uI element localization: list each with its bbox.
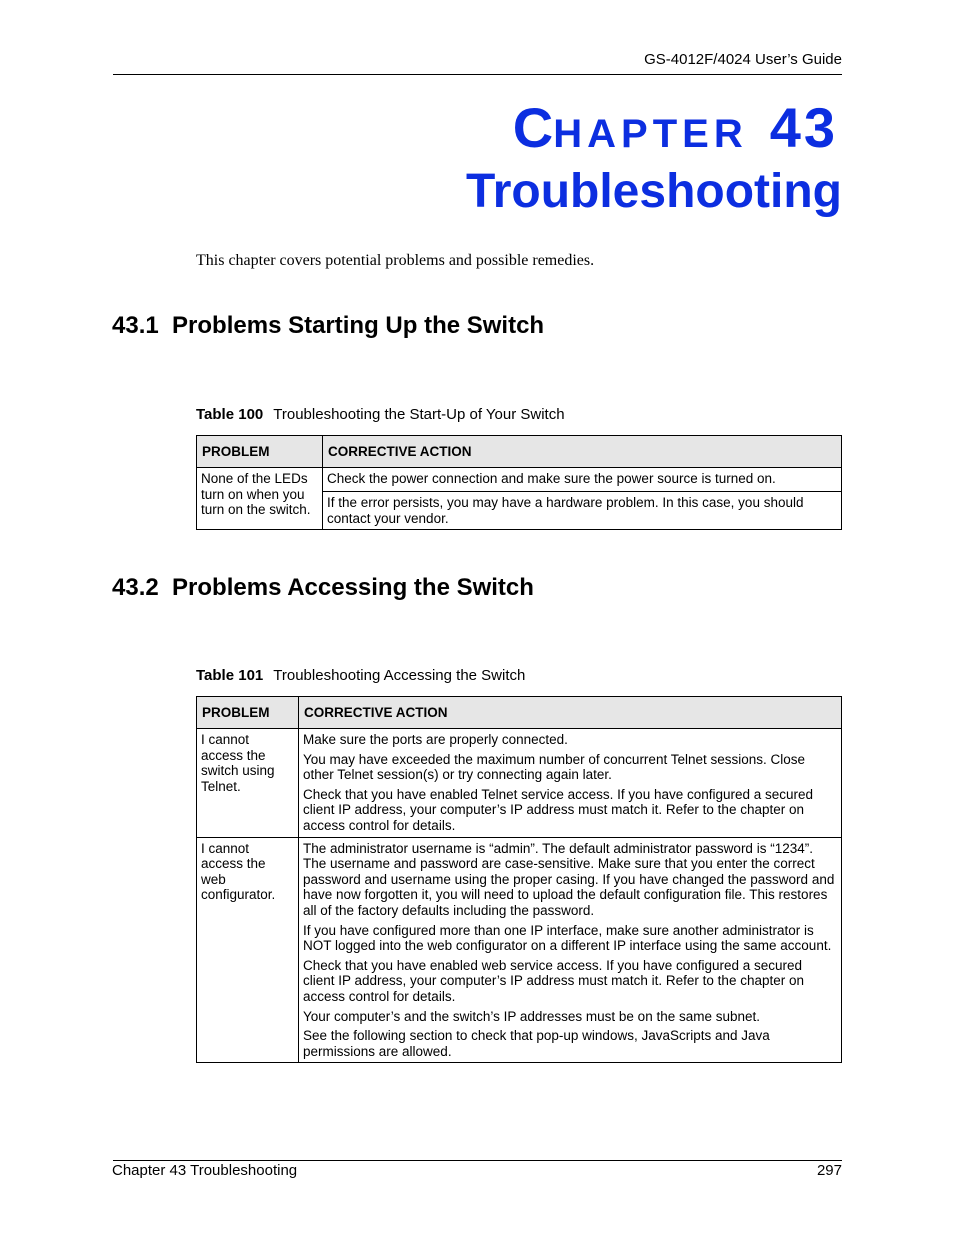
action-paragraph: If you have configured more than one IP interface, make sure another administrator is NOT logged into the web configurator on a different IP interface using the same account. xyxy=(303,922,832,954)
table-100-caption xyxy=(196,406,565,423)
footer-rule xyxy=(113,1160,842,1161)
header-rule xyxy=(113,74,842,75)
table-100-label: Table 100 xyxy=(196,406,264,423)
action-paragraph: See the following section to check that pop-up windows, JavaScripts and Java permissions are allowed. xyxy=(303,1028,770,1059)
table-header-row xyxy=(197,436,842,468)
chapter-number: 43 xyxy=(769,96,838,159)
action-paragraph: Your computer’s and the switch’s IP addresses must be on the same subnet. xyxy=(303,1008,761,1024)
table-row xyxy=(197,729,842,838)
action-paragraph: Check that you have enabled web service access. If you have configured a secured client IP address, your computer’s IP address must match it. Refer to the chapter on access control for details. xyxy=(303,957,804,1004)
table-101-caption xyxy=(196,667,525,684)
action-cell: Check the power connection and make sure the power source is turned on. xyxy=(323,468,842,492)
table-header-row xyxy=(197,697,842,729)
table-100 xyxy=(196,435,842,530)
action-cell: If the error persists, you may have a hardware problem. In this case, you should contact your vendor. xyxy=(323,492,842,530)
table-100-caption-text: Troubleshooting the Start-Up of Your Switch xyxy=(273,406,565,423)
table-101-caption-text: Troubleshooting Accessing the Switch xyxy=(273,667,526,684)
footer-page-number: 297 xyxy=(816,1162,842,1179)
table-row xyxy=(197,837,842,1063)
action-cell xyxy=(299,837,842,1063)
section-heading-43-2: 43.2 Problems Accessing the Switch xyxy=(112,574,534,601)
action-cell xyxy=(299,729,842,838)
footer-chapter-title: Chapter 43 Troubleshooting xyxy=(112,1162,298,1179)
table-101 xyxy=(196,696,842,1063)
header-guide-title: GS-4012F/4024 User’s Guide xyxy=(644,51,842,68)
column-header-problem: PROBLEM xyxy=(197,697,299,729)
column-header-corrective-action: CORRECTIVE ACTION xyxy=(299,697,842,729)
table-101-label: Table 101 xyxy=(196,667,264,684)
column-header-problem: PROBLEM xyxy=(197,436,323,468)
chapter-title: Troubleshooting xyxy=(466,165,842,218)
table-row xyxy=(197,468,842,492)
section-heading-43-1: 43.1 Problems Starting Up the Switch xyxy=(112,312,545,339)
problem-cell: I cannot access the web configurator. xyxy=(197,837,299,1063)
problem-cell: I cannot access the switch using Telnet. xyxy=(197,729,299,838)
problem-cell: None of the LEDs turn on when you turn on the switch. xyxy=(197,468,323,530)
action-paragraph: Make sure the ports are properly connected. xyxy=(303,732,568,747)
action-paragraph: Check that you have enabled Telnet service access. If you have configured a secured client IP address, your computer’s IP address must match it. Refer to the chapter on access control for details. xyxy=(303,786,814,833)
action-paragraph: You may have exceeded the maximum number of concurrent Telnet sessions. Close other Telnet session(s) or try connecting again later. xyxy=(303,751,806,783)
action-paragraph: The administrator username is “admin”. The default administrator password is “1234”. The username and password are case-sensitive. Make sure that you enter the correct password and username using the proper casing. If you have changed the password and have now forgotten it, you will need to upload the default configuration file. This restores all of the factory defaults including the password. xyxy=(303,840,835,918)
intro-paragraph: This chapter covers potential problems and possible remedies. xyxy=(196,252,595,269)
chapter-rest-letters: HAPTER xyxy=(553,112,748,156)
column-header-corrective-action: CORRECTIVE ACTION xyxy=(323,436,842,468)
chapter-first-letter: C xyxy=(512,96,554,159)
chapter-label xyxy=(512,96,838,159)
